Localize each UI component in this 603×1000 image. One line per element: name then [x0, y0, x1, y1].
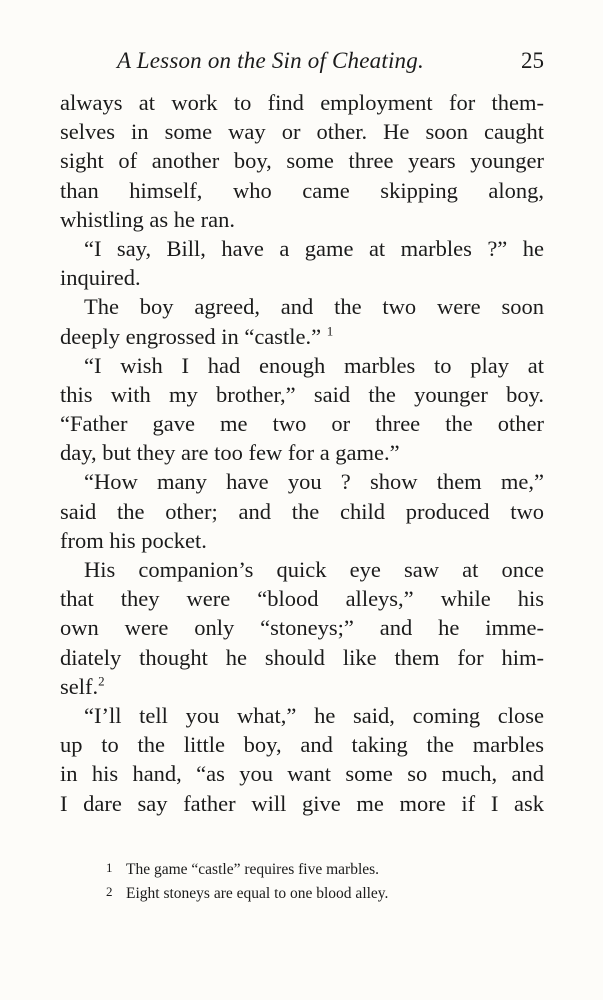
text-line: that they were “blood alleys,” while his — [60, 586, 544, 612]
text-line-with-footnote — [60, 672, 544, 701]
footnote-ref: 2 — [98, 673, 105, 689]
text-line: His companion’s quick eye saw at once — [84, 557, 544, 582]
footnote-text: The game “castle” requires five marbles. — [126, 861, 380, 878]
text-line: “How many have you ? show them me,” — [84, 469, 544, 495]
text-line: “I say, Bill, have a game at marbles ?” he — [84, 235, 544, 261]
text-line: up to the little boy, and taking the marbles — [60, 732, 544, 758]
page-header — [60, 44, 544, 80]
text-line: own were only “stoneys;” and he imme- — [60, 615, 544, 641]
text-line: selves in some way or other. He soon caught — [60, 119, 544, 145]
text-line: self. — [60, 673, 99, 699]
footnote — [106, 856, 526, 880]
text-line: inquired. — [60, 265, 141, 291]
footnote-text: Eight stoneys are equal to one blood alley. — [126, 885, 389, 902]
text-line: deeply engrossed in “castle.” — [60, 323, 322, 349]
footnote — [106, 880, 526, 904]
text-line: diately thought he should like them for him- — [60, 644, 544, 670]
text-line: than himself, who came skipping along, — [60, 177, 544, 203]
body-text — [60, 88, 544, 818]
text-line: this with my brother,” said the younger boy. — [60, 381, 544, 407]
text-line: in his hand, “as you want some so much, and — [60, 761, 544, 787]
text-line: always at work to find employment for them- — [60, 90, 544, 115]
footnote-mark: 2 — [106, 884, 113, 899]
text-line: I dare say father will give me more if I ask — [60, 790, 544, 816]
footnotes — [106, 856, 526, 904]
footnote-ref: 1 — [326, 323, 334, 338]
text-line: The boy agreed, and the two were soon — [84, 294, 544, 320]
running-title: A Lesson on the Sin of Cheating. — [117, 48, 424, 73]
text-line: day, but they are too few for a game.” — [60, 440, 400, 466]
text-line-with-footnote — [60, 322, 544, 351]
footnote-mark: 1 — [106, 860, 113, 875]
text-line: from his pocket. — [60, 527, 207, 553]
text-line: sight of another boy, some three years younger — [60, 148, 544, 174]
text-line: said the other; and the child produced two — [60, 498, 544, 524]
text-line: whistling as he ran. — [60, 206, 235, 232]
text-line: “I’ll tell you what,” he said, coming close — [84, 702, 544, 728]
text-line: “Father gave me two or three the other — [60, 411, 544, 437]
text-line: “I wish I had enough marbles to play at — [84, 352, 544, 378]
page-number: 25 — [521, 48, 544, 73]
